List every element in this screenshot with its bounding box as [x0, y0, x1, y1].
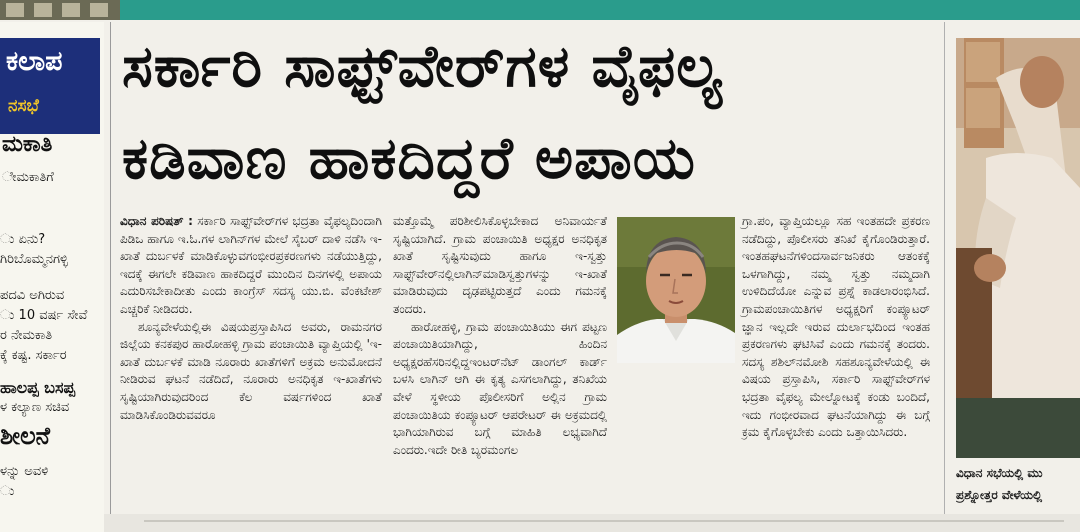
top-thumbnail-strip	[0, 0, 120, 20]
article-paragraph: ಗ್ರಾ.ಪಂ, ವ್ಯಾಪ್ತಿಯಲ್ಲೂ ಸಹ ಇಂತಹದೇ ಪ್ರಕರಣ ನಡೆದಿದ್ದು, ಪೊಲೀಸರು ತನಿಖೆ ಕೈಗೊಂಡಿರುತ್ತಾರೆ. ಇಂತಹಘಟನೆಗಳಿಂದಸಾರ್ವಜನಿಕರು ಆತಂಕಕ್ಕೆ ಒಳಗಾಗಿದ್ದು, ನಮ್ಮ ಸ್ವತ್ತು ನಮ್ಮದಾಗಿ ಉಳಿದಿದೆಯೋ ಎನ್ನುವ ಪ್ರಶ್ನೆ ಕಾಡಲಾರಂಭಿಸಿದೆ. ಗ್ರಾಮಪಂಚಾಯಿತಿಗಳ ಅಧ್ಯಕ್ಷರಿಗೆ ಕಂಪ್ಯೂಟರ್ ಜ್ಞಾನ ಇಲ್ಲದೇ ಇರುವ ದುರ್ಲಾಭದಿಂದ ಇಂತಹ ಪ್ರಕರಣಗಳು ಘಟಿಸಿವೆ ಎಂದು ಗಮನಕ್ಕೆ ತಂದರು. ಸದಸ್ಯ ಶಶಿಲ್‌ನಮೋಶಿ ಸಹಶೂನ್ಯವೇಳೆಯಲ್ಲಿ ಈ ವಿಷಯ ಪ್ರಸ್ತಾಪಿಸಿ, ಸರ್ಕಾರಿ ಸಾಫ್ಟ್‌ವೇರ್‌ಗಳ ಭದ್ರತಾ ವೈಫಲ್ಯ ಮೇಲ್ನೋಟಕ್ಕೆ ಕಂಡು ಬಂದಿದೆ, ಇದು ಗಂಭೀರವಾದ ಘಟನೆಯಾಗಿದ್ದು ಈ ಬಗ್ಗೆ ಕ್ರಮ ಕೈಗೊಳ್ಳಬೇಕು ಎಂದು ಒತ್ತಾಯಿಸಿದರು.	[742, 214, 930, 440]
column-divider	[110, 22, 111, 532]
article-paragraph: ಹಾರೋಹಳ್ಳಿ, ಗ್ರಾಮ ಪಂಚಾಯಿತಿಯು ಈಗ ಪಟ್ಟಣ ಪಂಚಾಯಿತಿಯಾಗಿದ್ದು, ಹಿಂದಿನ ಅಧ್ಯಕ್ಷರಹೆಸರಿನಲ್ಲಿದ್ದಇಂಟರ್‌ನೆಟ್ ಡಾಂಗಲ್ ಕಾರ್ಡ್ ಬಳಸಿ ಲಾಗಿನ್ ಆಗಿ ಈ ಕೃತ್ಯ ಎಸಗಲಾಗಿದ್ದು, ತನಿಖೆಯ ವೇಳೆ ಸ್ಥಳೀಯ ಪೊಲೀಸರಿಗೆ ಅಲ್ಲಿನ ಗ್ರಾಮ ಪಂಚಾಯಿತಿಯ ಕಂಪ್ಯೂಟರ್ ಆಪರೇಟರ್ ಈ ಅಕ್ರಮದಲ್ಲಿ ಭಾಗಿಯಾಗಿರುವ ಬಗ್ಗೆ ಮಾಹಿತಿ ಲಭ್ಯವಾಗಿದೆ ಎಂದರು.ಇದೇ ರೀತಿ ಬ್ಯರಮಂಗಲ	[393, 319, 607, 457]
left-section-subtitle: ನಸಭೆ	[8, 96, 39, 116]
bottom-edge-strip	[104, 514, 1080, 532]
left-text-line: ರ ನೇಮಕಾತಿ	[0, 328, 53, 343]
article-column-3	[742, 213, 930, 442]
headline-line-1: ಸರ್ಕಾರಿ ಸಾಫ್ಟ್‌ವೇರ್‌ಗಳ ವೈಫಲ್ಯ	[122, 32, 723, 100]
article-paragraph: ಶೂನ್ಯವೇಳೆಯಲ್ಲಿಈ ವಿಷಯಪ್ರಸ್ತಾಪಿಸಿದ ಅವರು, ರಾಮನಗರ ಜಿಲ್ಲೆಯ ಕನಕಪುರ ಹಾರೋಹಳ್ಳಿ ಗ್ರಾಮ ಪಂಚಾಯಿತಿ ವ್ಯಾಪ್ತಿಯಲ್ಲಿ 'ಇ-ಖಾತೆ ದುರ್ಬಳಕೆ ಮಾಡಿ ನೂರಾರು ಖಾತೆಗಳಿಗೆ ಅಕ್ರಮ ಅನುಮೋದನೆ ನೀಡಿರುವ ಘಟನೆ ನಡೆದಿದೆ, ನೂರಾರು ಅನಧಿಕೃತ ಇ-ಖಾತೆಗಳು ಸೃಷ್ಟಿಯಾಗಿರುವುದರಿಂದ ಕೆಲ ವರ್ಷಗಳಿಂದ ಖಾತೆ ಮಾಡಿಸಿಕೊಂಡಿರುವವರೂ	[120, 319, 382, 422]
photo-caption	[956, 462, 1080, 506]
article-paragraph: ಮತ್ತೊಮ್ಮೆ ಪರಿಶೀಲಿಸಿಕೊಳ್ಳಬೇಕಾದ ಅನಿವಾರ್ಯತೆ ಸೃಷ್ಟಿಯಾಗಿದೆ. ಗ್ರಾಮ ಪಂಚಾಯಿತಿ ಅಧ್ಯಕ್ಷರ ಅನಧಿಕೃತ ಖಾತೆ ಸೃಷ್ಟಿಸುವುದು ಹಾಗೂ ಇ-ಸ್ವತ್ತು ಸಾಫ್ಟ್‌ವೇರ್‌ನಲ್ಲಿಲಾಗಿನ್‌ಮಾಡಿಸ್ವತ್ತುಗಳನ್ನು ಇ-ಖಾತೆ ಮಾಡಿರುವುದು ದೃಢಪಟ್ಟಿರುತ್ತದೆ ಎಂದು ಗಮನಕ್ಕೆ ತಂದರು.	[393, 214, 607, 316]
article-column-1	[120, 213, 382, 424]
caption-line: ಪ್ರಶ್ನೋತ್ತರ ವೇಳೆಯಲ್ಲಿ	[956, 488, 1043, 502]
left-text-line: ಪದವಿ ಅಗಿರುವ	[0, 288, 65, 303]
left-text-line: ು ಏನು?	[0, 232, 46, 247]
article-dateline: ವಿಧಾನ ಪರಿಷತ್ :	[120, 214, 193, 228]
assembly-session-photo	[956, 38, 1080, 458]
left-section-title: ಕಲಾಪ	[6, 46, 63, 77]
left-text-line: ಳನ್ನು ಅವಳಿ	[0, 464, 49, 479]
left-heading-1: ಮಕಾತಿ	[2, 132, 53, 157]
article-column-2	[393, 213, 607, 459]
headline-line-2: ಕಡಿವಾಣ ಹಾಕದಿದ್ದರೆ ಅಪಾಯ	[122, 124, 696, 192]
left-text-line: ು	[0, 484, 15, 499]
left-text-line: ೇಮಕಾತಿಗೆ	[2, 170, 54, 185]
left-text-line: ಳ ಕಲ್ಯಾಣ ಸಚಿವ	[0, 400, 70, 415]
left-heading-3: ಶೀಲನೆ	[0, 422, 50, 450]
top-color-bar	[0, 0, 1080, 20]
column-divider	[944, 22, 945, 532]
left-text-line: ು 10 ವರ್ಷ ಸೇವೆ	[0, 308, 88, 323]
left-heading-2: ಹಾಲಪ್ಪ ಬಸಪ್ಪ	[0, 378, 75, 397]
left-text-line: ಗಿರಿಬೊಮ್ಮನಗಳ್ಳಿ	[0, 252, 68, 267]
article-paragraph: ವಿಧಾನ ಪರಿಷತ್ : ಸರ್ಕಾರಿ ಸಾಫ್ಟ್‌ವೇರ್‌ಗಳ ಭದ್ರತಾ ವೈಫಲ್ಯದಿಂದಾಗಿ ಪಿಡಿಒ ಹಾಗೂ ಇ.ಓ.ಗಳ ಲಾಗಿನ್‌ಗಳ ಮೇಲೆ ಸೈಬರ್ ದಾಳಿ ನಡೆಸಿ ಇ-ಖಾತೆ ದುರ್ಬಳಕೆ ಮಾಡಿಕೊಳ್ಳುವಗಂಭೀರಪ್ರಕರಣಗಳು ನಡೆಯುತ್ತಿದ್ದು, ಇದಕ್ಕೆ ಈಗಲೇ ಕಡಿವಾಣ ಹಾಕದಿದ್ದರೆ ಮುಂದಿನ ದಿನಗಳಲ್ಲಿ ಅಪಾಯ ಎದುರಿಸಬೇಕಾದೀತು ಎಂದು ಕಾಂಗ್ರೆಸ್ ಸದಸ್ಯ ಯು.ಬಿ. ವೆಂಕಟೇಶ್ ಎಚ್ಚರಿಕೆ ನೀಡಿದರು.	[120, 214, 382, 316]
caption-line: ವಿಧಾನ ಸಭೆಯಲ್ಲಿ ಮು	[956, 466, 1043, 480]
left-section-header	[0, 38, 100, 134]
speaker-portrait-photo	[617, 217, 735, 363]
left-news-column	[0, 22, 104, 532]
left-text-line: ಕ್ಕೆ ಕಷ್ಟ. ಸರ್ಕಾರ	[0, 348, 67, 363]
